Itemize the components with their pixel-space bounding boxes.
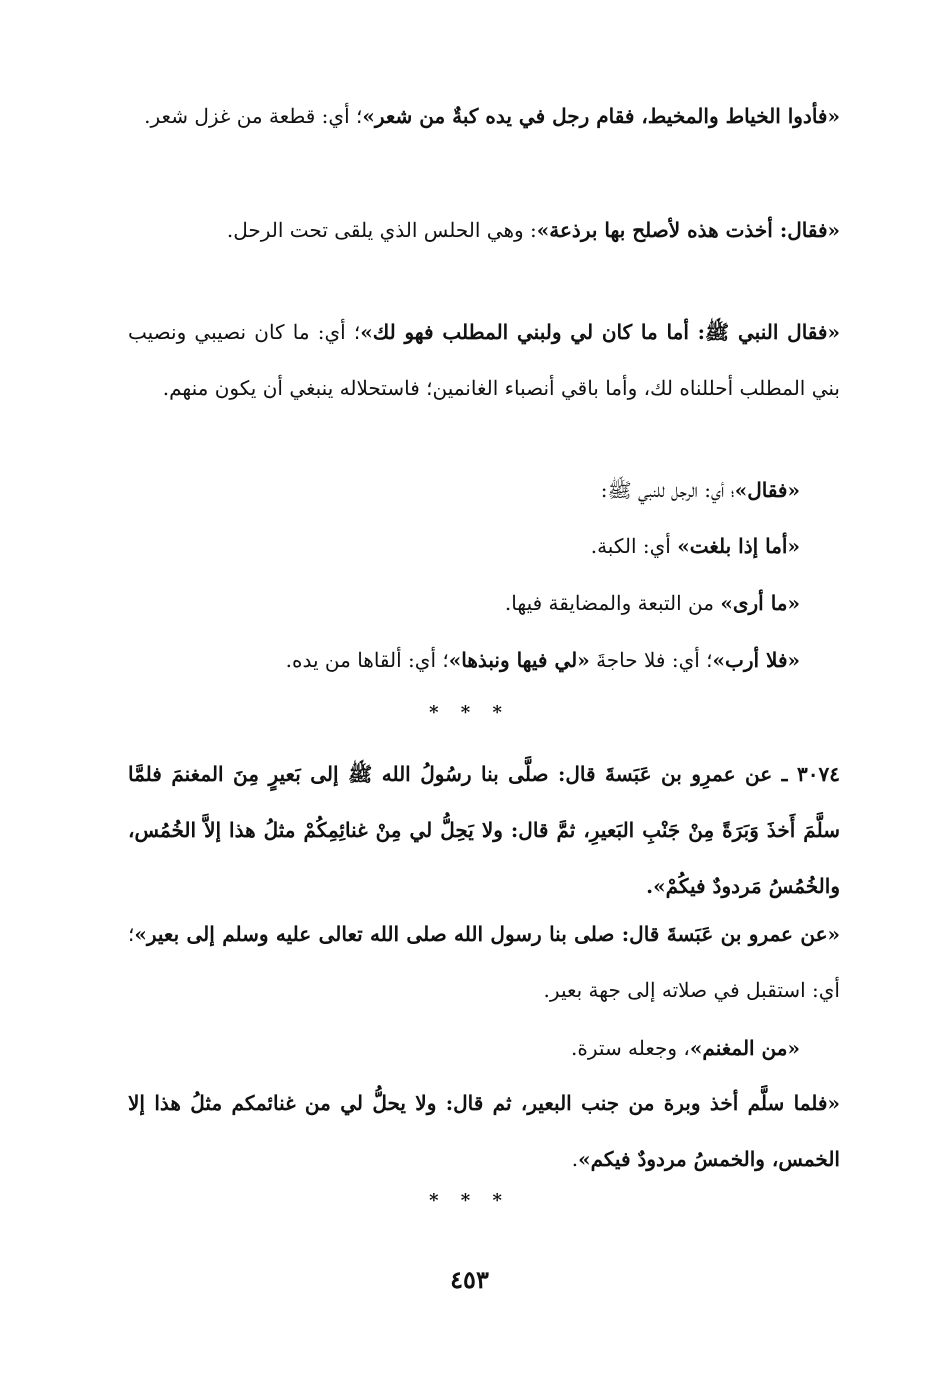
quoted-text: «أما إذا بلغت» bbox=[677, 534, 800, 558]
hadith-text bbox=[128, 746, 840, 914]
paragraph bbox=[128, 1075, 840, 1187]
quoted-text: «فلا أرب» bbox=[712, 648, 800, 672]
section-separator: * * * bbox=[429, 1190, 510, 1211]
paragraph bbox=[128, 202, 840, 258]
page-number: ٤٥٣ bbox=[450, 1265, 489, 1294]
paragraph bbox=[128, 518, 840, 574]
paragraph bbox=[128, 632, 840, 688]
quoted-text: «فقال» bbox=[734, 478, 800, 502]
paragraph bbox=[128, 88, 840, 144]
explanation-text: من التبعة والمضايقة فيها. bbox=[504, 591, 721, 615]
paragraph bbox=[128, 462, 840, 518]
quoted-text: «لي فيها ونبذها» bbox=[448, 648, 590, 672]
explanation-text: : وهي الحلس الذي يلقى تحت الرحل. bbox=[226, 218, 537, 242]
explanation-text: ؛ أي: الرجل للنبي ﷺ: bbox=[600, 478, 735, 502]
paragraph bbox=[128, 575, 840, 631]
explanation-text: ؛ أي: ما كان نصيبي ونصيب بني المطلب أحللناه لك، وأما باقي أنصباء الغانمين؛ فاستحلاله ينبغي أن يكون منهم. bbox=[128, 320, 840, 400]
quoted-text: «فلما سلَّم أخذ وبرة من جنب البعير، ثم قال: ولا يحلُّ لي من غنائمكم مثلُ هذا إلا الخمس، والخمسُ مردودٌ فيكم» bbox=[128, 1091, 840, 1171]
paragraph bbox=[128, 1020, 840, 1076]
paragraph bbox=[128, 906, 840, 1018]
explanation-text: ؛ أي: ألقاها من يده. bbox=[285, 648, 449, 672]
quoted-text: «فقال: أخذت هذه لأصلح بها برذعة» bbox=[536, 218, 840, 242]
quoted-text: «من المغنم» bbox=[689, 1036, 800, 1060]
quoted-text: «فأدوا الخياط والمخيط، فقام رجل في يده كبةٌ من شعر» bbox=[362, 104, 840, 128]
quoted-text: «فقال النبي ﷺ: أما ما كان لي ولبني المطلب فهو لك» bbox=[360, 320, 840, 344]
quoted-text: «عن عمرو بن عَبَسةَ قال: صلى بنا رسول الله صلى الله تعالى عليه وسلم إلى بعير» bbox=[134, 922, 840, 946]
paragraph bbox=[128, 304, 840, 416]
quoted-text: «ما أرى» bbox=[720, 591, 800, 615]
section-separator: * * * bbox=[429, 702, 510, 723]
explanation-text: ؛ أي: استقبل في صلاته إلى جهة بعير. bbox=[128, 922, 840, 1002]
explanation-text: أي: الكبة. bbox=[590, 534, 678, 558]
explanation-text: ؛ أي: قطعة من غزل شعر. bbox=[144, 104, 363, 128]
explanation-text: ؛ أي: فلا حاجةَ bbox=[589, 648, 713, 672]
hadith-body: ٣٠٧٤ ـ عن عمرِو بن عَبَسةَ قال: صلَّى بنا رسُولُ الله ﷺ إلى بَعيرٍ مِنَ المغنمَ فلمَّا سلَّمَ أَخذَ وَبَرَةً مِنْ جَنْبِ البَعيرِ، ثمَّ قال: ولا يَحِلُّ لي مِنْ غنائِمِكُمْ مثلُ هذا إلاَّ الخُمُس، والخُمُسُ مَردودٌ فيكُمْ». bbox=[128, 762, 840, 898]
explanation-text: . bbox=[571, 1147, 579, 1171]
explanation-text: ، وجعله سترة. bbox=[571, 1036, 690, 1060]
